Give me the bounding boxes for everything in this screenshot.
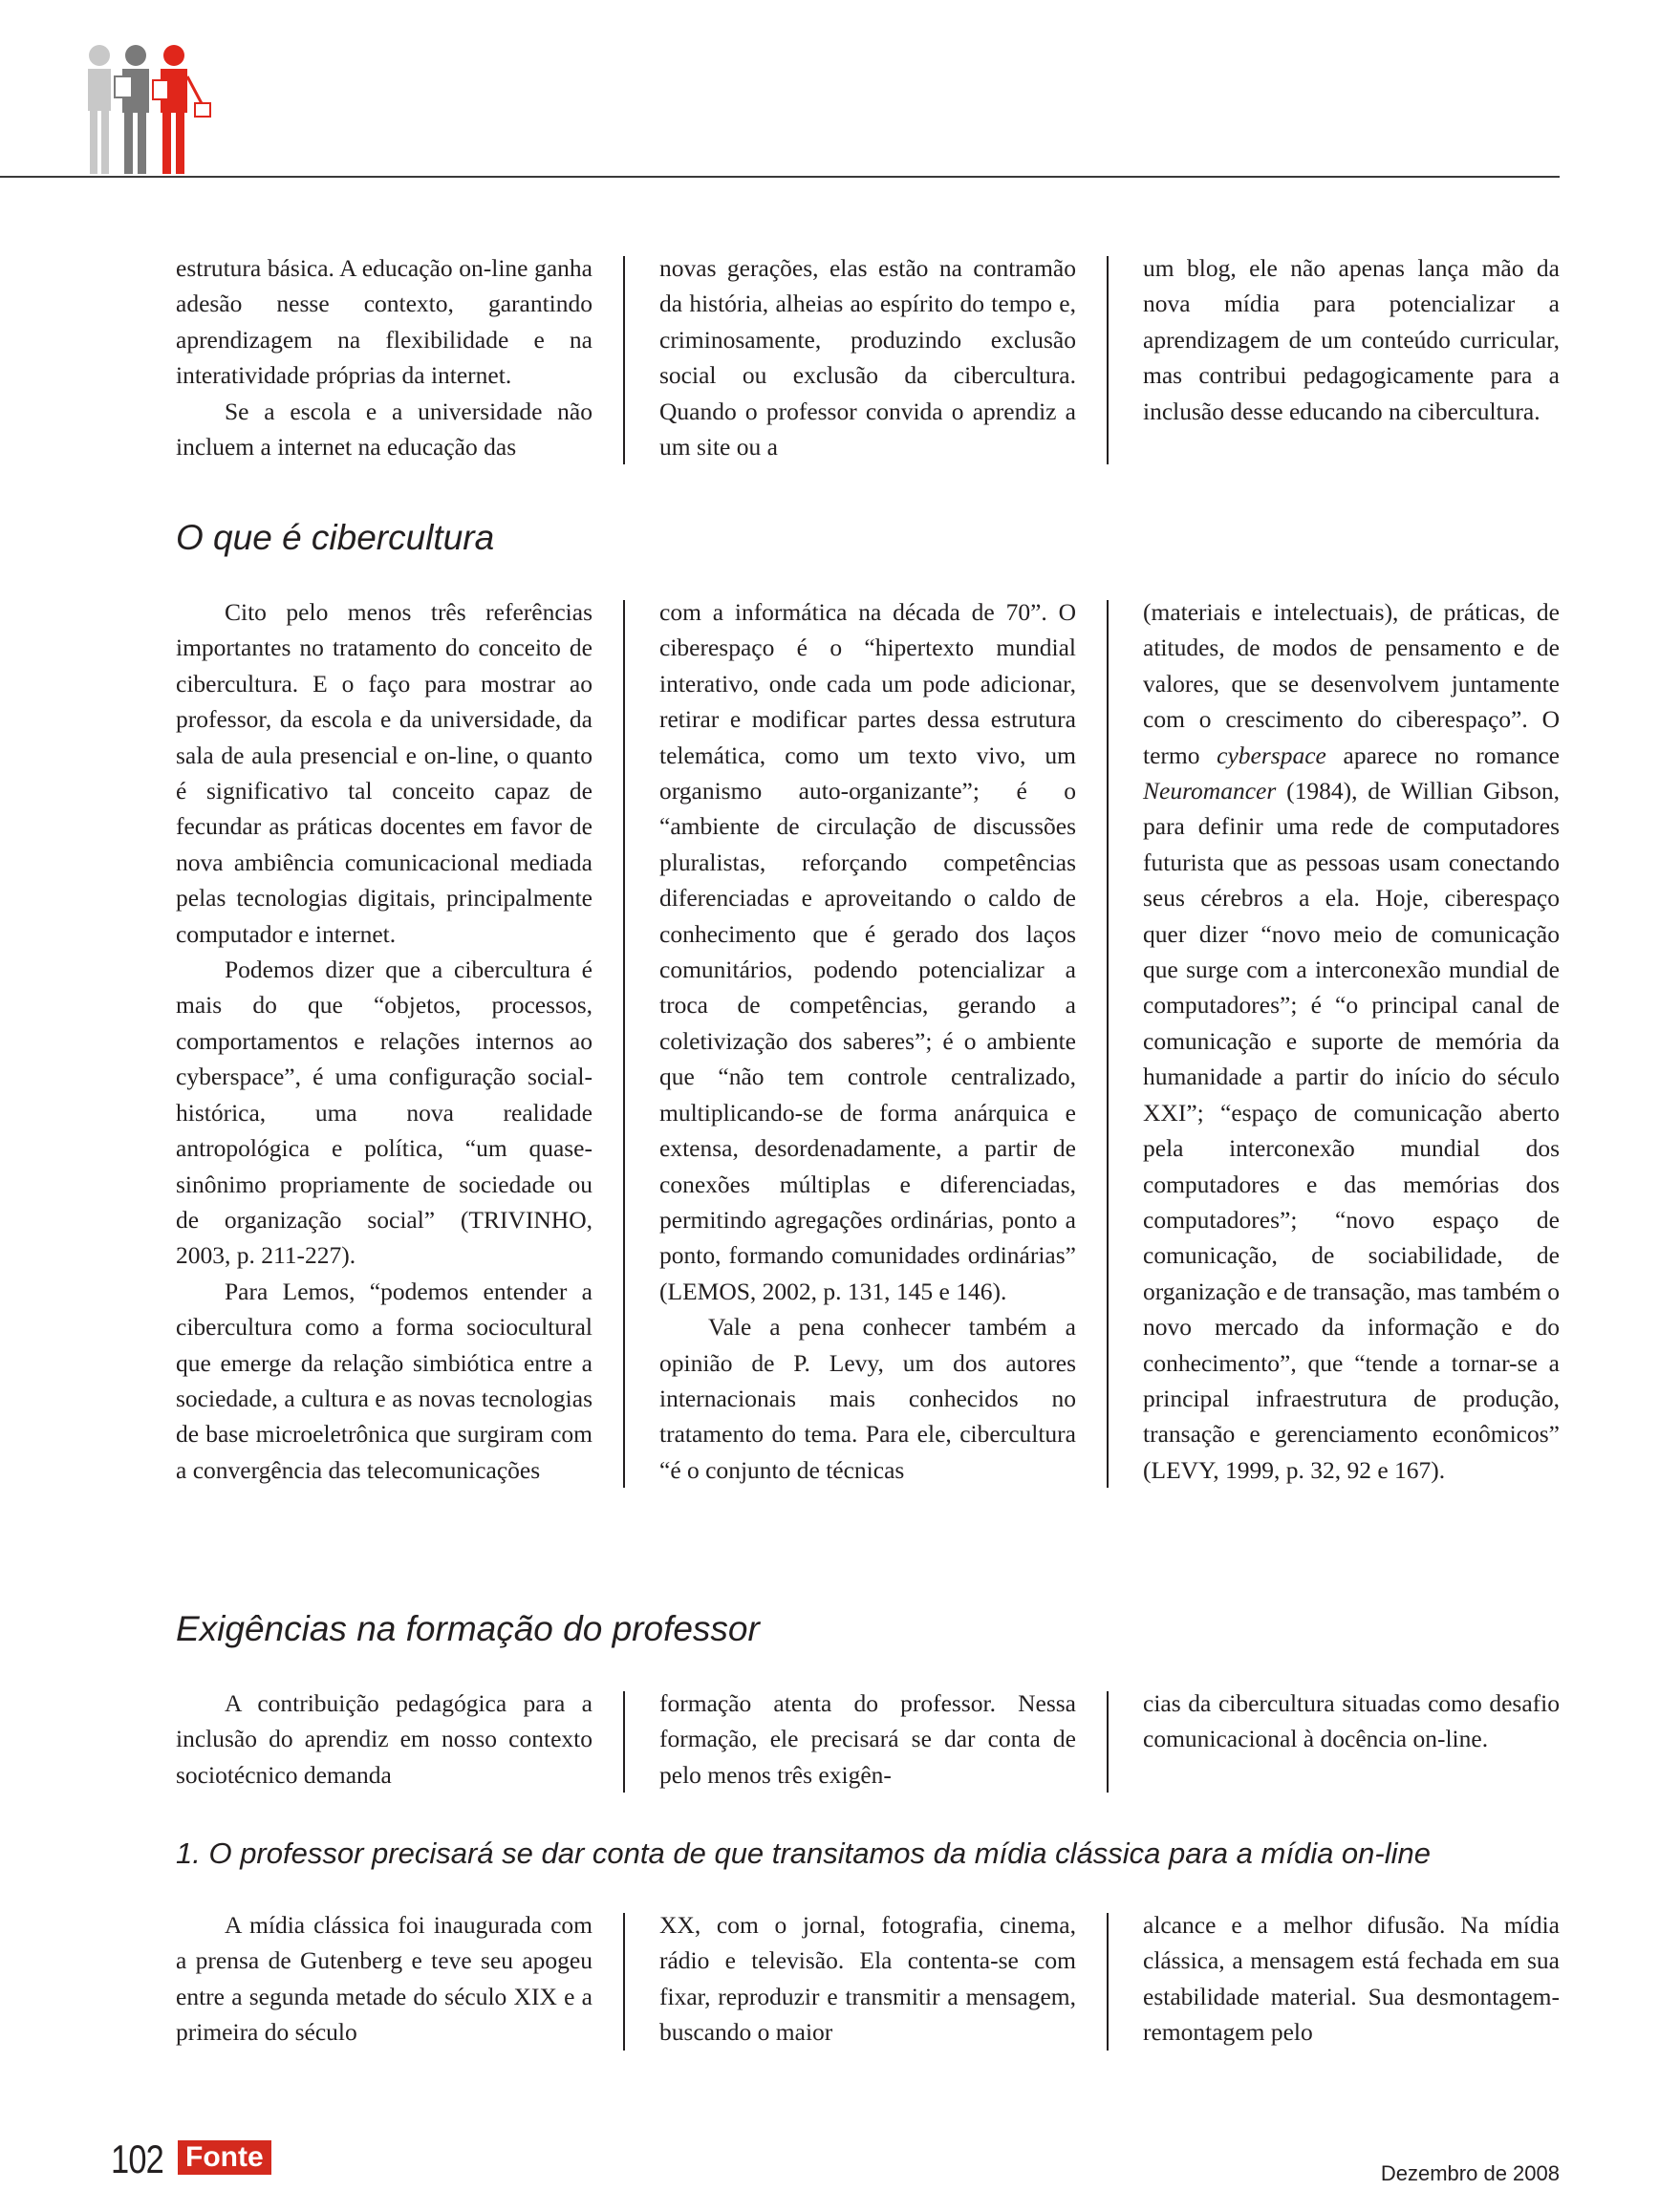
text-column-3 — [1143, 250, 1560, 464]
issue-date: Dezembro de 2008 — [1380, 2161, 1560, 2185]
paragraph: Vale a pena conhecer também a opinião de P. Levy, um dos autores internacionais mais conhecidos no tratamento do tema. Para ele, cibercultura “é o conjunto de técnicas — [659, 1313, 1076, 1484]
paragraph: cias da cibercultura situadas como desafio comunicacional à docência on-line. — [1143, 1689, 1560, 1753]
text-column-2 — [659, 1907, 1076, 2051]
text-column-1 — [176, 1686, 592, 1793]
paragraph: estrutura básica. A educação on-line ganha adesão nesse contexto, garantindo aprendizagem na flexibilidade e na interatividade próprias da internet. — [176, 254, 592, 390]
text-column-2 — [659, 250, 1076, 464]
text-column-3 — [1143, 594, 1560, 1488]
exigencias-text-block — [176, 1686, 1560, 1793]
paragraph: novas gerações, elas estão na contramão da história, alheias ao espírito do tempo e, criminosamente, produzindo exclusão social ou exclusão da cibercultura. Quando o professor convida o aprendiz a um site ou a — [659, 254, 1076, 462]
paragraph: alcance e a melhor difusão. Na mídia clássica, a mensagem está fechada em sua estabilidade material. Sua desmontagem-remontagem pelo — [1143, 1911, 1560, 2047]
people-figures-logo-icon — [78, 42, 212, 176]
text-column-1 — [176, 594, 592, 1488]
intro-text-block — [176, 250, 1560, 464]
paragraph: (materiais e intelectuais), de práticas, de atitudes, de modos de pensamento e de valores, que se desenvolvem juntamente com o crescimento do ciberespaço”. O termo cyberspace aparece no romance Neuromancer (1984), de Willian Gibson, para definir uma rede de computadores futurista que as pessoas usam conectando seus cérebros a ela. Hoje, ciberespaço quer dizer “novo meio de comunicação que surge com a interconexão mundial de computadores”; é “o principal canal de comunicação e suporte de memória da humanidade a partir do início do século XXI”; “espaço de comunicação aberto pela interconexão mundial dos computadores e das memórias dos computadores”; “novo espaço de comunicação, de sociabilidade, de organização e de transação, mas também o novo mercado da informação e do conhecimento”, que “tende a tornar-se a principal infraestrutura de produção, transação e gerenciamento econômicos” (LEVY, 1999, p. 32, 92 e 167). — [1143, 598, 1560, 1484]
paragraph: Para Lemos, “podemos entender a cibercultura como a forma sociocultural que emerge da relação simbiótica entre a sociedade, a cultura e as novas tecnologias de base microeletrônica que surgiram com a convergência das telecomunicações — [176, 1277, 592, 1484]
paragraph: formação atenta do professor. Nessa formação, ele precisará se dar conta de pelo menos três exigên- — [659, 1689, 1076, 1789]
column-divider — [623, 1691, 625, 1793]
magazine-brand-logo: Fonte — [178, 2140, 271, 2175]
section-heading-cibercultura: O que é cibercultura — [176, 518, 495, 557]
text-column-1 — [176, 1907, 592, 2051]
text-column-2 — [659, 594, 1076, 1488]
paragraph: Cito pelo menos três referências importantes no tratamento do conceito de cibercultura. E o faço para mostrar ao professor, da escola e da universidade, da sala de aula presencial e on-line, o quanto é significativo tal conceito capaz de fecundar as práticas docentes em favor de nova ambiência comunicacional mediada pelas tecnologias digitais, principalmente computador e internet. — [176, 598, 592, 948]
section-heading-exigencias: Exigências na formação do professor — [176, 1609, 760, 1648]
column-divider — [623, 1913, 625, 2051]
midia-text-block — [176, 1907, 1560, 2051]
column-divider — [1107, 256, 1109, 464]
paragraph: A contribuição pedagógica para a inclusão do aprendiz em nosso contexto sociotécnico demanda — [176, 1689, 592, 1789]
subheading-midia-classica: 1. O professor precisará se dar conta de que transitamos da mídia clássica para a mídia on-line — [176, 1836, 1431, 1870]
paragraph: Se a escola e a universidade não incluem a internet na educação das — [176, 397, 592, 462]
column-divider — [623, 256, 625, 464]
paragraph: XX, com o jornal, fotografia, cinema, rádio e televisão. Ela contenta-se com fixar, reproduzir e transmitir a mensagem, buscando o maior — [659, 1911, 1076, 2047]
column-divider — [623, 600, 625, 1488]
paragraph: Podemos dizer que a cibercultura é mais do que “objetos, processos, comportamentos e relações internos ao cyberspace”, é uma configuração social-histórica, uma nova realidade antropológica e política, “um quase-sinônimo propriamente de sociedade ou de organização social” (TRIVINHO, 2003, p. 211-227). — [176, 956, 592, 1270]
column-divider — [1107, 1913, 1109, 2051]
text-column-3 — [1143, 1686, 1560, 1793]
emphasis-cyberspace: cyberspace — [1217, 741, 1326, 769]
cibercultura-text-block — [176, 594, 1560, 1488]
paragraph: A mídia clássica foi inaugurada com a prensa de Gutenberg e teve seu apogeu entre a segunda metade do século XIX e a primeira do século — [176, 1911, 592, 2047]
text-column-1 — [176, 250, 592, 464]
paragraph: com a informática na década de 70”. O ciberespaço é o “hipertexto mundial interativo, onde cada um pode adicionar, retirar e modificar partes dessa estrutura telemática, como um texto vivo, um organismo auto-organizante”; é o “ambiente de circulação de discussões pluralistas, reforçando competências diferenciadas e aproveitando o caldo de conhecimento que é gerado dos laços comunitários, podendo potencializar a troca de competências, gerando a coletivização dos saberes”; é o ambiente que “não tem controle centralizado, multiplicando-se de forma anárquica e extensa, desordenadamente, a partir de conexões múltiplas e diferenciadas, permitindo agregações ordinárias, ponto a ponto, formando comunidades ordinárias” (LEMOS, 2002, p. 131, 145 e 146). — [659, 598, 1076, 1305]
column-divider — [1107, 1691, 1109, 1793]
page-number: 102 — [111, 2137, 164, 2181]
emphasis-neuromancer: Neuromancer — [1143, 777, 1277, 805]
text-column-3 — [1143, 1907, 1560, 2051]
text-column-2 — [659, 1686, 1076, 1793]
column-divider — [1107, 600, 1109, 1488]
paragraph: um blog, ele não apenas lança mão da nova mídia para potencializar a aprendizagem de um conteúdo curricular, mas contribui pedagogicamente para a inclusão desse educando na cibercultura. — [1143, 254, 1560, 425]
header-rule — [0, 176, 1560, 178]
